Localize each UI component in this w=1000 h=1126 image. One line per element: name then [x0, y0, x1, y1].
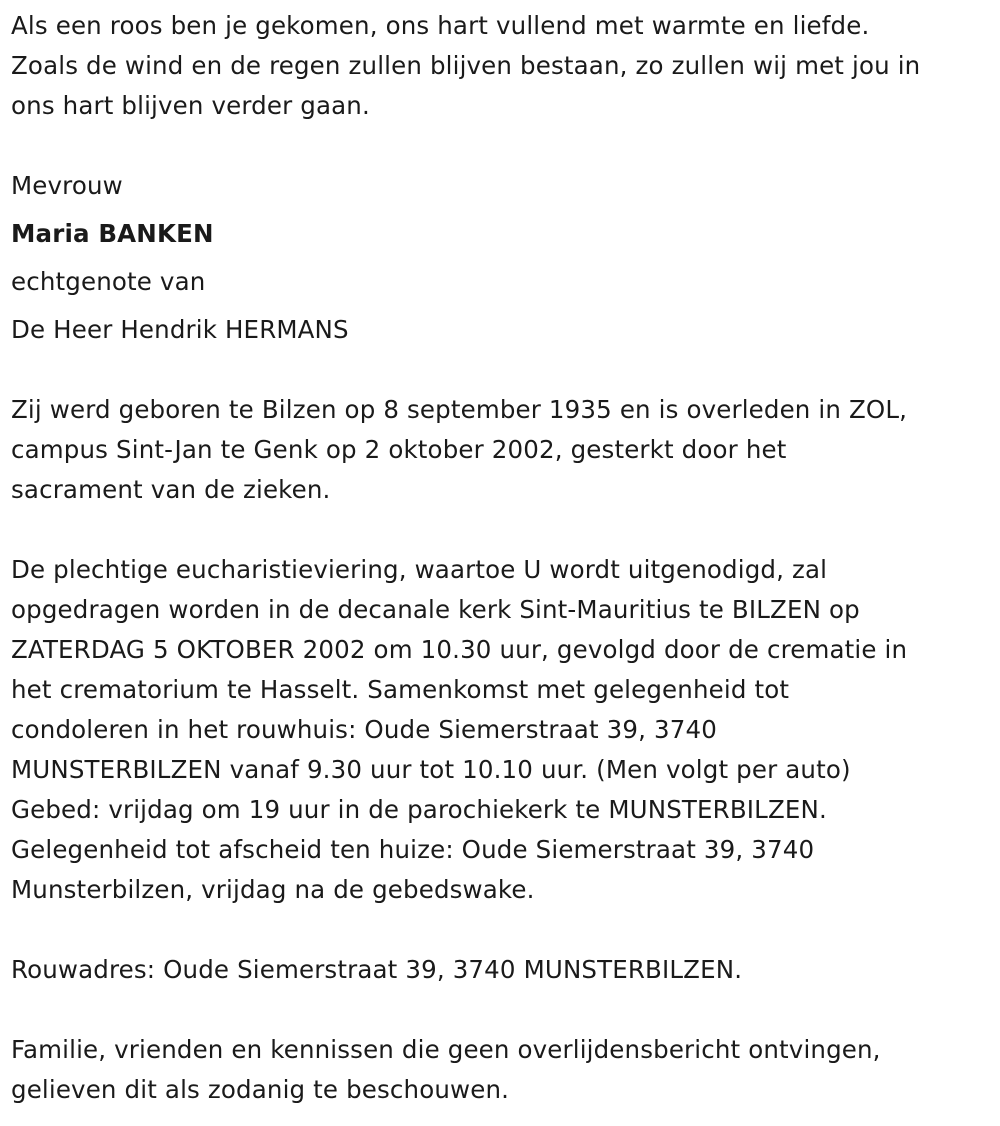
closing-line: gelieven dit als zodanig te beschouwen.: [11, 1075, 510, 1104]
birth-death-line: campus Sint-Jan te Genk op 2 oktober 2002, gesterkt door het: [11, 435, 787, 464]
birth-death-line: Zij werd geboren te Bilzen op 8 september 1935 en is overleden in ZOL,: [11, 395, 908, 424]
poem-line: Zoals de wind en de regen zullen blijven bestaan, zo zullen wij met jou in: [11, 51, 921, 80]
ceremony-line: MUNSTERBILZEN vanaf 9.30 uur tot 10.10 uur. (Men volgt per auto): [11, 755, 851, 784]
closing-line: Familie, vrienden en kennissen die geen overlijdensbericht ontvingen,: [11, 1035, 881, 1064]
mourning-address: Rouwadres: Oude Siemerstraat 39, 3740 MUNSTERBILZEN.: [11, 955, 743, 984]
ceremony-line: het crematorium te Hasselt. Samenkomst met gelegenheid tot: [11, 675, 790, 704]
relation-text: echtgenote van: [11, 267, 206, 296]
ceremony-line: condoleren in het rouwhuis: Oude Siemerstraat 39, 3740: [11, 715, 717, 744]
poem-line: ons hart blijven verder gaan.: [11, 91, 370, 120]
ceremony-line: Gelegenheid tot afscheid ten huize: Oude Siemerstraat 39, 3740: [11, 835, 815, 864]
honorific: Mevrouw: [11, 171, 123, 200]
ceremony-line: Gebed: vrijdag om 19 uur in de parochiekerk te MUNSTERBILZEN.: [11, 795, 827, 824]
ceremony-line: opgedragen worden in de decanale kerk Sint-Mauritius te BILZEN op: [11, 595, 860, 624]
deceased-name: Maria BANKEN: [11, 219, 214, 248]
ceremony-line: De plechtige eucharistieviering, waartoe U wordt uitgenodigd, zal: [11, 555, 828, 584]
ceremony-line: Munsterbilzen, vrijdag na de gebedswake.: [11, 875, 535, 904]
spouse-name: De Heer Hendrik HERMANS: [11, 315, 349, 344]
poem-line: Als een roos ben je gekomen, ons hart vullend met warmte en liefde.: [11, 11, 870, 40]
ceremony-line: ZATERDAG 5 OKTOBER 2002 om 10.30 uur, gevolgd door de crematie in: [11, 635, 908, 664]
birth-death-line: sacrament van de zieken.: [11, 475, 331, 504]
